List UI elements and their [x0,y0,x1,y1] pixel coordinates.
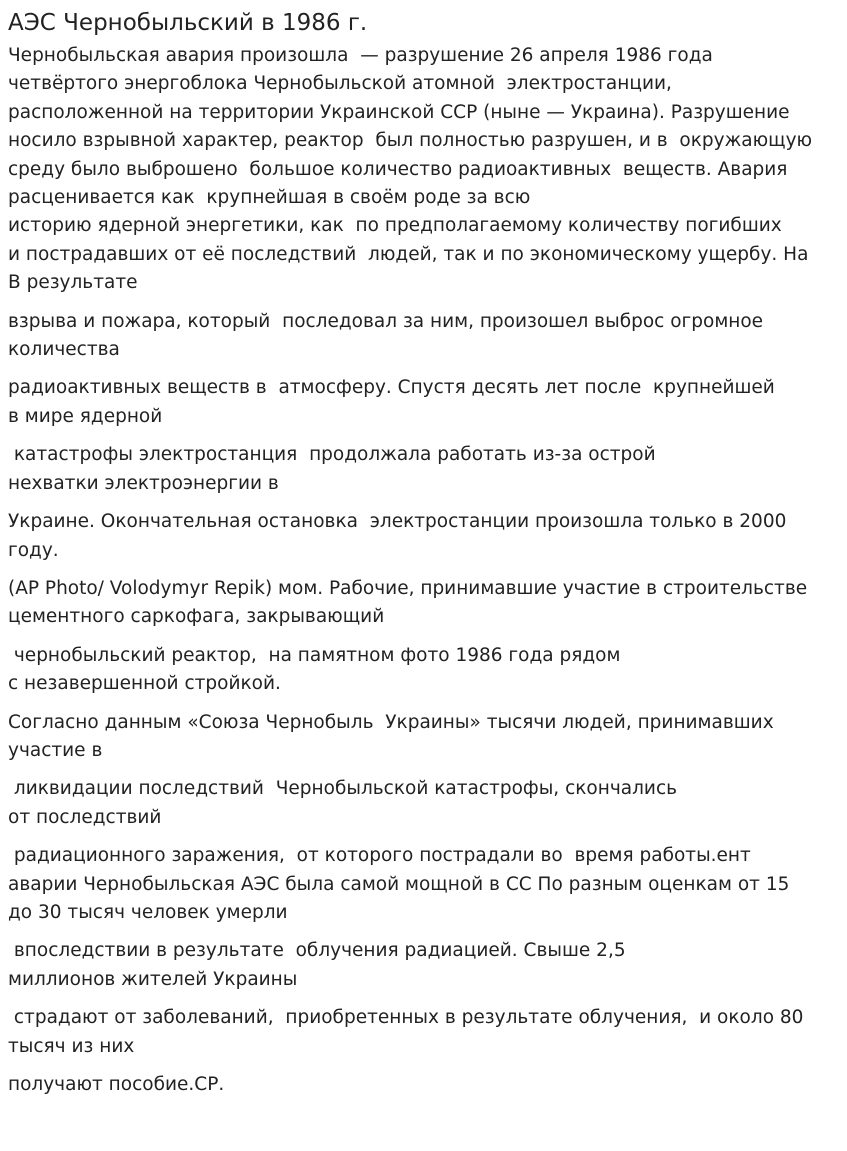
text-line: расценивается как крупнейшая в своём роде за всю [8,187,531,209]
text-line: аварии Чернобыльская АЭС была самой мощной в СС По разным оценкам от 15 [8,873,790,895]
text-line: цементного саркофага, закрывающий [8,606,385,628]
paragraph [8,1071,839,1099]
text-line: историю ядерной энергетики, как по предполагаемому количеству погибших [8,215,782,237]
text-line: нехватки электроэнергии в [8,472,279,494]
text-line: с незавершенной стройкой. [8,673,281,695]
text-line: радиоактивных веществ в атмосферу. Спустя десять лет после крупнейшей [8,377,775,399]
text-line: страдают от заболеваний, приобретенных в результате облучения, и около 80 [8,1007,804,1029]
text-line: радиационного заражения, от которого пострадали во время работы.ент [8,845,751,867]
text-line: В результате [8,272,138,294]
text-line: среду было выброшено большое количество радиоактивных веществ. Авария [8,158,788,180]
text-line: году. [8,539,59,561]
text-line: четвёртого энергоблока Чернобыльской атомной электростанции, [8,73,672,95]
paragraph [8,308,839,365]
paragraph [8,642,839,699]
text-line: (AP Photo/ Volodymyr Repik) мом. Рабочие, принимавшие участие в строительстве [8,577,808,599]
text-line: расположенной на территории Украинской ССР (ныне — Украина). Разрушение [8,101,790,123]
text-line: участие в [8,739,103,761]
text-line: получают пособие.СР. [8,1074,225,1095]
text-line: Чернобыльская авария произошла — разрушение 26 апреля 1986 года [8,45,713,66]
paragraph [8,575,839,632]
paragraph [8,1004,839,1061]
text-line: Согласно данным «Союза Чернобыль Украины» тысячи людей, принимавших [8,711,774,733]
text-line: носило взрывной характер, реактор был полностью разрушен, и в окружающую [8,130,813,152]
paragraph [8,775,839,832]
article-title: АЭС Чернобыльский в 1986 г. [8,10,368,36]
text-line: впоследствии в результате облучения радиацией. Свыше 2,5 [8,940,626,962]
text-line: взрыва и пожара, который последовал за ним, произошел выброс огромное [8,310,764,332]
text-line: ликвидации последствий Чернобыльской катастрофы, скончались [8,778,678,800]
paragraph [8,441,839,498]
article-body [8,42,839,1099]
paragraph [8,842,839,927]
text-line: миллионов жителей Украины [8,968,298,990]
text-line: тысяч из них [8,1035,135,1057]
text-line: в мире ядерной [8,405,163,427]
text-line: количества [8,339,120,361]
paragraph [8,709,839,766]
paragraph [8,508,839,565]
paragraph [8,374,839,431]
text-line: катастрофы электростанция продолжала работать из-за острой [8,444,656,466]
paragraph [8,42,839,298]
paragraph [8,937,839,994]
text-line: и пострадавших от её последствий людей, так и по экономическому ущербу. На [8,243,809,265]
text-line: от последствий [8,806,162,828]
text-line: Украине. Окончательная остановка электростанции произошла только в 2000 [8,511,787,533]
text-line: чернобыльский реактор, на памятном фото 1986 года рядом [8,644,621,666]
text-line: до 30 тысяч человек умерли [8,901,288,923]
